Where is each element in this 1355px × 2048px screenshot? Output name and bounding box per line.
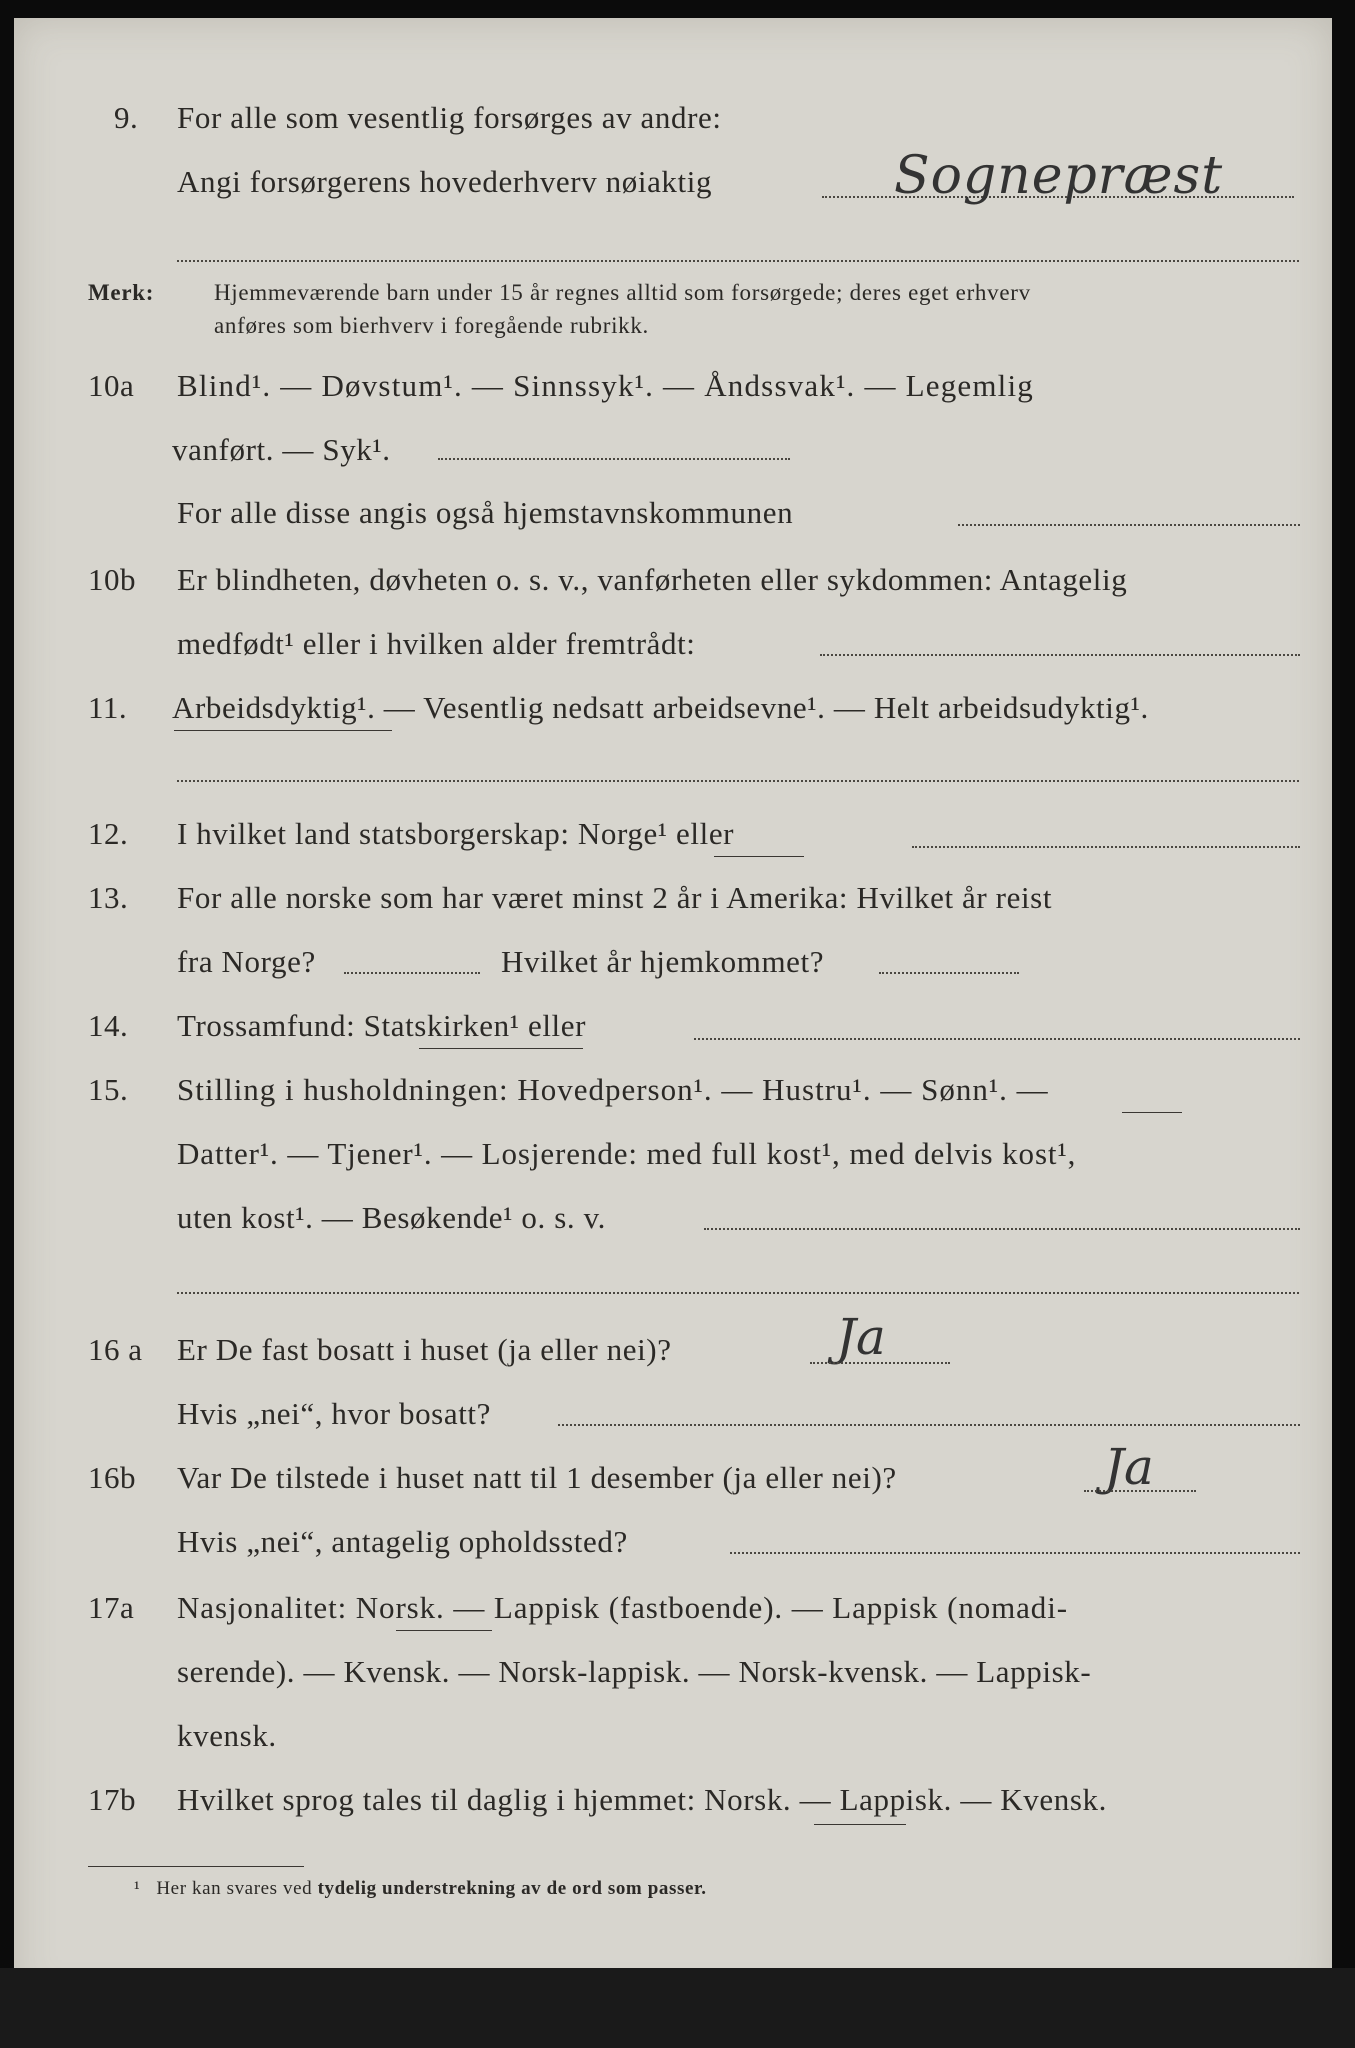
q9-handwritten-answer: Sognepræst <box>894 146 1224 206</box>
q11-arbeidsdyktig-underline <box>174 730 392 731</box>
footnote-text-plain: Her kan svares ved <box>156 1878 313 1899</box>
q9-number: 9. <box>114 100 139 135</box>
footnote-marker: ¹ <box>134 1878 141 1899</box>
q10b-answer-line[interactable] <box>820 654 1300 656</box>
q10b-number: 10b <box>88 562 136 597</box>
q16a-bosatt-line[interactable] <box>558 1424 1300 1426</box>
q16a-handwritten-answer: Ja <box>836 1308 886 1366</box>
q13-line2b: Hvilket år hjemkommet? <box>501 944 825 979</box>
q13-reist-line[interactable] <box>344 972 480 974</box>
q10a-line3: For alle disse angis også hjemstavnskommunen <box>177 495 794 530</box>
q12-number: 12. <box>88 816 129 851</box>
q17a-number: 17a <box>88 1590 135 1625</box>
merk-line1: Hjemmeværende barn under 15 år regnes alltid som forsørgede; deres eget erhverv <box>214 280 1031 305</box>
q16a-number: 16 a <box>88 1332 143 1367</box>
q12-line1: I hvilket land statsborgerskap: Norge¹ eller <box>177 816 735 851</box>
q16a-line2: Hvis „nei“, hvor bosatt? <box>177 1396 491 1431</box>
q17a-line1: Nasjonalitet: Norsk. — Lappisk (fastboende). — Lappisk (nomadi- <box>177 1590 1068 1625</box>
q17b-norsk-underline <box>814 1824 906 1825</box>
merk-label: Merk: <box>88 280 155 305</box>
q14-answer-line[interactable] <box>694 1038 1300 1040</box>
q15-line3: uten kost¹. — Besøkende¹ o. s. v. <box>177 1200 607 1235</box>
q14-number: 14. <box>88 1008 129 1043</box>
footnote-text-bold: tydelig understrekning av de ord som passer. <box>317 1878 707 1899</box>
q14-statskirken-underline <box>419 1048 583 1049</box>
scanner-border <box>0 1968 1355 2048</box>
q15-answer-line[interactable] <box>704 1228 1300 1230</box>
q11-extra-line[interactable] <box>177 780 1299 782</box>
q15-extra-line[interactable] <box>177 1292 1299 1294</box>
footnote-rule <box>88 1866 304 1867</box>
q10a-syk-line[interactable] <box>438 458 790 460</box>
q13-number: 13. <box>88 880 129 915</box>
q11-line1: Arbeidsdyktig¹. — Vesentlig nedsatt arbeidsevne¹. — Helt arbeidsudyktig¹. <box>172 690 1149 725</box>
q17a-norsk-underline <box>396 1630 492 1631</box>
q10a-kommune-line[interactable] <box>958 524 1300 526</box>
q12-norge-underline <box>714 856 804 857</box>
q10b-line2: medfødt¹ eller i hvilken alder fremtrådt: <box>177 626 696 661</box>
q15-number: 15. <box>88 1072 129 1107</box>
q12-answer-line[interactable] <box>912 846 1300 848</box>
q14-line1: Trossamfund: Statskirken¹ eller <box>177 1008 587 1043</box>
merk-line2: anføres som bierhverv i foregående rubrikk. <box>214 313 650 338</box>
q17a-line2: serende). — Kvensk. — Norsk-lappisk. — Norsk-kvensk. — Lappisk- <box>177 1654 1092 1689</box>
q16b-answer-line[interactable] <box>1084 1490 1196 1492</box>
footnote <box>134 1878 707 1900</box>
q15-sonn-underline <box>1122 1112 1182 1113</box>
q10a-number: 10a <box>88 368 135 403</box>
q13-line2a: fra Norge? <box>177 944 316 979</box>
census-form-page <box>14 18 1332 2004</box>
q11-number: 11. <box>88 690 128 725</box>
q16b-number: 16b <box>88 1460 136 1495</box>
q10b-line1: Er blindheten, døvheten o. s. v., vanførheten eller sykdommen: Antagelig <box>177 562 1128 597</box>
q9-extra-line[interactable] <box>177 260 1299 262</box>
q9-line1: For alle som vesentlig forsørges av andre: <box>177 100 722 135</box>
q15-line2: Datter¹. — Tjener¹. — Losjerende: med full kost¹, med delvis kost¹, <box>177 1136 1077 1171</box>
q10a-line1: Blind¹. — Døvstum¹. — Sinnssyk¹. — Åndssvak¹. — Legemlig <box>177 368 1035 403</box>
q17b-number: 17b <box>88 1782 136 1817</box>
q16b-line2: Hvis „nei“, antagelig opholdssted? <box>177 1524 628 1559</box>
q13-line1: For alle norske som har været minst 2 år i Amerika: Hvilket år reist <box>177 880 1053 915</box>
q15-line1: Stilling i husholdningen: Hovedperson¹. — Hustru¹. — Sønn¹. — <box>177 1072 1049 1107</box>
q17a-line3: kvensk. <box>177 1718 277 1753</box>
q16b-handwritten-answer: Ja <box>1104 1438 1154 1496</box>
q13-hjemkommet-line[interactable] <box>879 972 1019 974</box>
q16a-answer-line[interactable] <box>810 1362 950 1364</box>
q16b-line1: Var De tilstede i huset natt til 1 desember (ja eller nei)? <box>177 1460 897 1495</box>
q10a-line2: vanført. — Syk¹. <box>172 432 391 467</box>
q16b-opholdssted-line[interactable] <box>730 1552 1300 1554</box>
q9-line2: Angi forsørgerens hovederhverv nøiaktig <box>177 164 713 199</box>
q16a-line1: Er De fast bosatt i huset (ja eller nei)? <box>177 1332 672 1367</box>
q17b-line1: Hvilket sprog tales til daglig i hjemmet: Norsk. — Lappisk. — Kvensk. <box>177 1782 1107 1817</box>
